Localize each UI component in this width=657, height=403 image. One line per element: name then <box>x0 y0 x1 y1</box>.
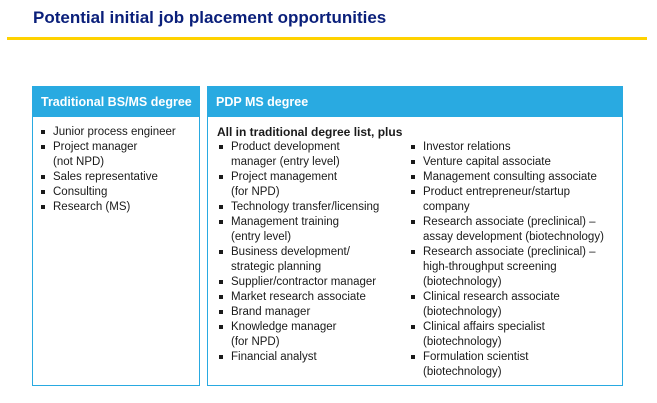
list-item: Business development/ strategic planning <box>217 245 407 275</box>
pdp-list-column-1 <box>217 140 407 365</box>
list-item: Supplier/contractor manager <box>217 275 407 290</box>
list-item: Investor relations <box>409 140 619 155</box>
list-item: Project management (for NPD) <box>217 170 407 200</box>
list-item: Product entrepreneur/startup company <box>409 185 619 215</box>
traditional-degree-panel <box>32 86 200 386</box>
list-item: Knowledge manager (for NPD) <box>217 320 407 350</box>
list-item: Market research associate <box>217 290 407 305</box>
list-item: Venture capital associate <box>409 155 619 170</box>
pdp-list-column-2 <box>409 140 619 380</box>
list-item: Consulting <box>39 185 199 200</box>
traditional-degree-header: Traditional BS/MS degree <box>33 87 199 117</box>
list-item: Technology transfer/licensing <box>217 200 407 215</box>
list-item: Formulation scientist (biotechnology) <box>409 350 619 380</box>
pdp-degree-panel <box>207 86 623 386</box>
list-item: Financial analyst <box>217 350 407 365</box>
list-item: Management consulting associate <box>409 170 619 185</box>
list-item: Research associate (preclinical) – high-throughput screening (biotechnology) <box>409 245 619 290</box>
list-item: Product development manager (entry level) <box>217 140 407 170</box>
pdp-degree-header: PDP MS degree <box>208 87 622 117</box>
list-item: Brand manager <box>217 305 407 320</box>
traditional-degree-list <box>39 125 199 215</box>
list-item: Management training (entry level) <box>217 215 407 245</box>
list-item: Clinical research associate (biotechnology) <box>409 290 619 320</box>
list-item: Junior process engineer <box>39 125 199 140</box>
list-item: Research associate (preclinical) – assay development (biotechnology) <box>409 215 619 245</box>
list-item: Sales representative <box>39 170 199 185</box>
pdp-subheading: All in traditional degree list, plus <box>217 125 403 139</box>
title-divider <box>7 37 647 40</box>
list-item: Project manager (not NPD) <box>39 140 199 170</box>
page-title: Potential initial job placement opportunities <box>33 8 387 27</box>
list-item: Research (MS) <box>39 200 199 215</box>
list-item: Clinical affairs specialist (biotechnology) <box>409 320 619 350</box>
